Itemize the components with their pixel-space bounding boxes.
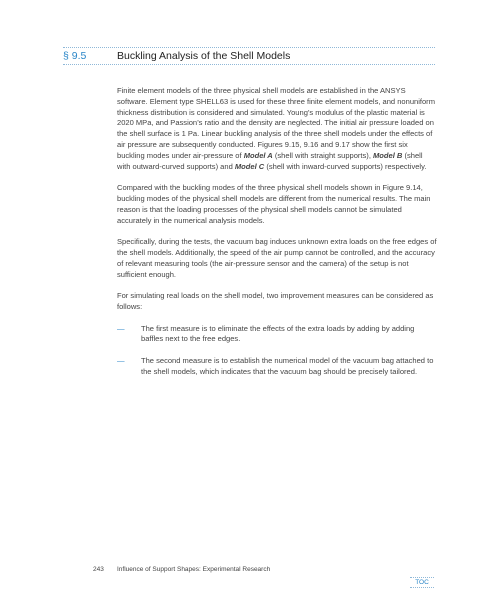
toc-link[interactable]: TOC: [410, 577, 434, 588]
list-item-text: The first measure is to eliminate the effects of the extra loads by adding by adding baffles next to the free edges.: [141, 323, 415, 344]
model-c-label: Model C: [234, 161, 265, 171]
section-title: Buckling Analysis of the Shell Models: [117, 50, 291, 62]
paragraph-1-part-1: Finite element models of the three physical shell models are established in the ANSYS software. Element type SHELL63 is used for these three finite element models, and nonuniform thickness distribution is considered and simulated. Young’s modulus of the plastic material is 2020 MPa, and Passion’s ratio and the density are neglected. The initial air pressure loaded on the shell surface is 1 Pa. Linear buckling analysis of the three shell models under the effects of air pressure are subsequently conducted. Figures 9.15, 9.16 and 9.17 show the first six buckling modes under air-pressure of: [117, 86, 435, 160]
body-text: [117, 86, 437, 388]
section-number: § 9.5: [63, 50, 87, 62]
list-item: [117, 356, 437, 378]
paragraph-4: For simulating real loads on the shell model, two improvement measures can be considered as follows:: [117, 291, 434, 311]
paragraph-3: Specifically, during the tests, the vacuum bag induces unknown extra loads on the free edges of the shell models. Additionally, the speed of the air pump cannot be controlled, and the accuracy of relevant measuring tools (the air-pressure sensor and the camera) of the setup is not sufficient enough.: [117, 237, 437, 279]
header-rule-top: [63, 47, 435, 48]
list-item: [117, 324, 437, 346]
model-b-label: Model B: [373, 150, 403, 160]
model-a-label: Model A: [243, 150, 273, 160]
measures-list: [117, 324, 437, 378]
paragraph-1-part-2: (shell with straight supports),: [272, 150, 374, 160]
bullet-dash: —: [117, 355, 125, 365]
page-number: 243: [93, 566, 104, 573]
bullet-dash: —: [117, 323, 125, 333]
header-rule-bottom: [63, 64, 435, 65]
paragraph-2: Compared with the buckling modes of the three physical shell models shown in Figure 9.14, buckling modes of the physical shell models are different from the numerical results. The main reason is that the loading processes of the physical shell models cannot be simulated accurately in the numerical analysis models.: [117, 183, 431, 225]
paragraph-1-part-3: (shell with outward-curved supports) and: [117, 150, 423, 171]
list-item-text: The second measure is to establish the numerical model of the vacuum bag attached to the shell models, which indicates that the vacuum bag should be precisely tailored.: [141, 355, 434, 376]
paragraph-1-part-4: (shell with inward-curved supports) respectively.: [264, 161, 427, 171]
paragraph-1: [117, 86, 437, 172]
running-title: Influence of Support Shapes: Experimental Research: [117, 566, 271, 573]
